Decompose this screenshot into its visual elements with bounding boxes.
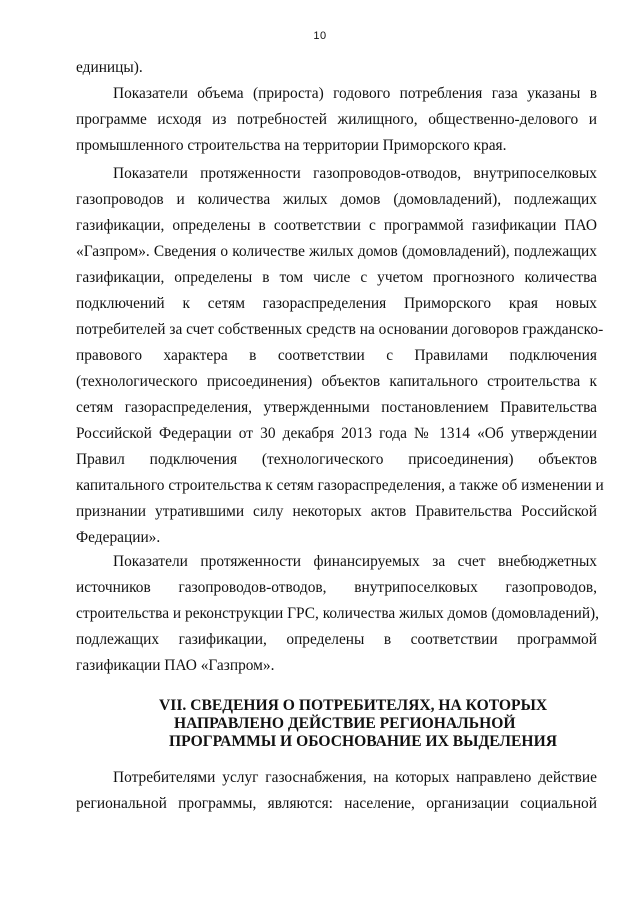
text-line: газификации, определены в соответствии с программой газификации ПАО (76, 217, 597, 234)
text-line: Показатели протяженности финансируемых за счет внебюджетных (113, 553, 597, 570)
text-line: (технологического присоединения) объектов капитального строительства к (76, 373, 597, 390)
text-line: газификации ПАО «Газпром». (76, 657, 275, 674)
text-line: признании утратившими силу некоторых актов Правительства Российской (76, 503, 597, 520)
paragraph-pipelines (76, 161, 604, 551)
text-line: потребителей за счет собственных средств на основании договоров гражданско- (76, 321, 604, 338)
text-line: Федерации». (76, 529, 161, 546)
text-line: Показатели протяженности газопроводов-отводов, внутрипоселковых (113, 165, 597, 182)
text-line: подключений к сетям газораспределения Приморского края новых (76, 295, 597, 312)
text-line: сетям газораспределения, утвержденными постановлением Правительства (76, 399, 597, 416)
text-line: строительства и реконструкции ГРС, количества жилых домов (домовладений), (76, 605, 600, 622)
paragraph-consumers (76, 765, 597, 817)
text-line: подлежащих газификации, определены в соответствии программой (76, 631, 597, 648)
text-line: Российской Федерации от 30 декабря 2013 года № 1314 «Об утверждении (76, 425, 597, 442)
text-line: «Газпром». Сведения о количестве жилых домов (домовладений), подлежащих (76, 243, 597, 260)
text-line: капитального строительства к сетям газораспределения, а также об изменении и (76, 477, 604, 494)
text-line: промышленного строительства на территории Приморского края. (76, 137, 507, 154)
section-heading (76, 697, 597, 751)
text-line: газопроводов и количества жилых домов (домовладений), подлежащих (76, 191, 597, 208)
text-line: Потребителями услуг газоснабжения, на которых направлено действие (113, 769, 597, 786)
text-line: Правил подключения (технологического присоединения) объектов (76, 451, 597, 468)
paragraph-financing (76, 549, 600, 679)
text-line: единицы). (76, 59, 143, 76)
heading-line: ПРОГРАММЫ И ОБОСНОВАНИЕ ИХ ВЫДЕЛЕНИЯ (169, 733, 557, 750)
text-line: программе исходя из потребностей жилищного, общественно-делового и (76, 111, 597, 128)
heading-line: НАПРАВЛЕНО ДЕЙСТВИЕ РЕГИОНАЛЬНОЙ (174, 715, 516, 732)
text-line: правового характера в соответствии с Правилами подключения (76, 347, 597, 364)
text-line: источников газопроводов-отводов, внутрипоселковых газопроводов, (76, 579, 597, 596)
text-line: Показатели объема (прироста) годового потребления газа указаны в (113, 85, 597, 102)
text-line: региональной программы, являются: население, организации социальной (76, 795, 597, 812)
text-line: газификации, определены в том числе с учетом прогнозного количества (76, 269, 597, 286)
page-number: 10 (313, 30, 327, 42)
paragraph-consumption (76, 55, 597, 159)
heading-line: VII. СВЕДЕНИЯ О ПОТРЕБИТЕЛЯХ, НА КОТОРЫХ (159, 697, 548, 714)
